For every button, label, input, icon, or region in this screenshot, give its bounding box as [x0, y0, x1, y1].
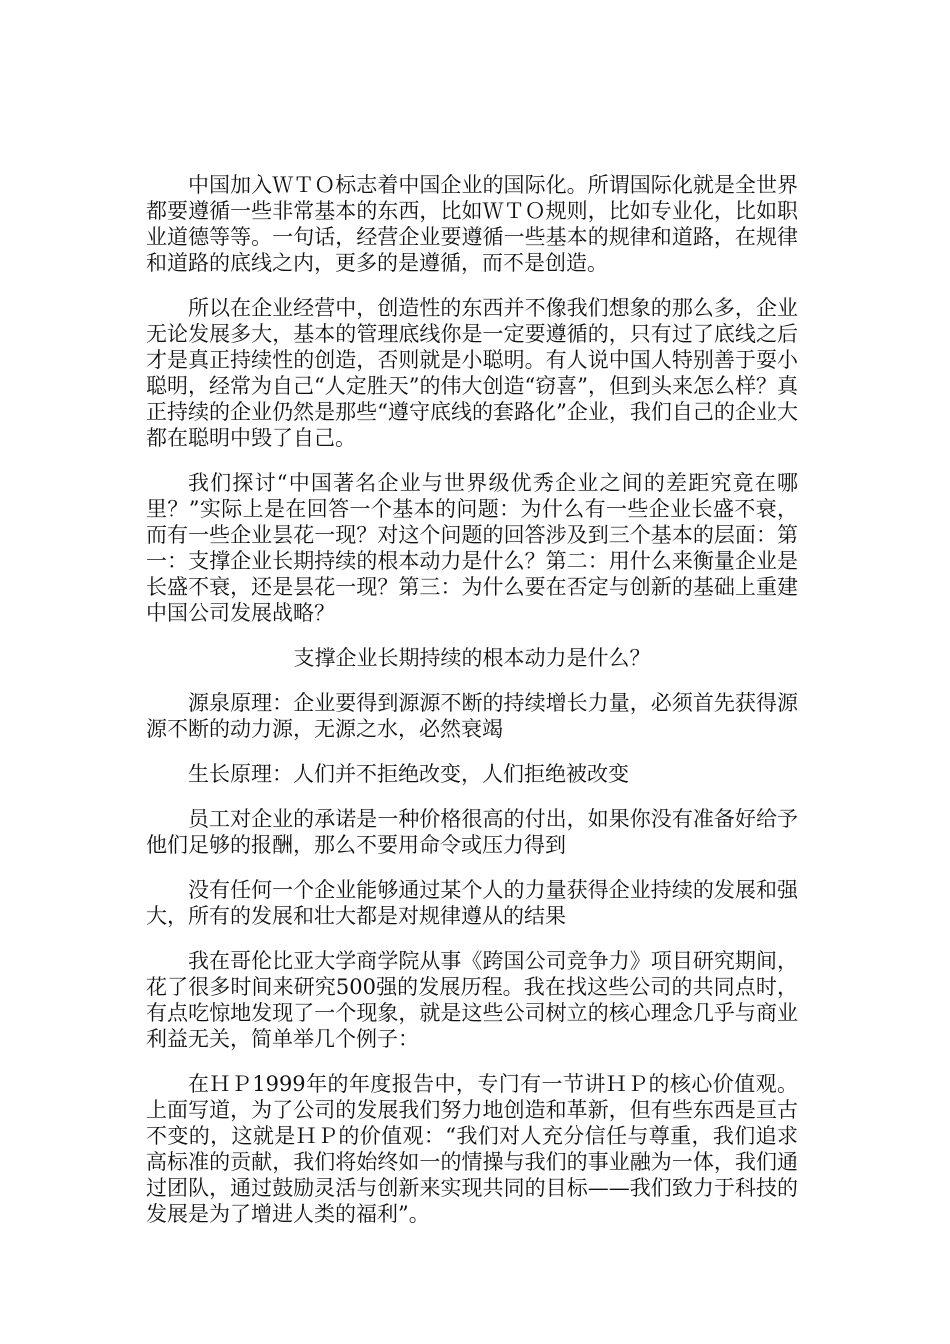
paragraph-columbia-research: 我在哥伦比亚大学商学院从事《跨国公司竞争力》项目研究期间，花了很多时间来研究500强的发展历程。我在找这些公司的共同点时，有点吃惊地发现了一个现象，就是这些公司树立的核心理念几乎与商业利益无关，简单举几个例子：	[146, 949, 798, 1051]
paragraph-management-baseline: 所以在企业经营中，创造性的东西并不像我们想象的那么多，企业无论发展多大，基本的管理底线你是一定要遵循的，只有过了底线之后才是真正持续性的创造，否则就是小聪明。有人说中国人特别善于耍小聪明，经常为自己“人定胜天”的伟大创造“窃喜”，但到头来怎么样？真正持续的企业仍然是那些“遵守底线的套路化”企业，我们自己的企业大都在聪明中毁了自己。	[146, 296, 798, 450]
paragraph-gap-question: 我们探讨“中国著名企业与世界级优秀企业之间的差距究竟在哪里？”实际上是在回答一个基本的问题：为什么有一些企业长盛不衰，而有一些企业昙花一现？对这个问题的回答涉及到三个基本的层面：第一：支撑企业长期持续的根本动力是什么？第二：用什么来衡量企业是长盛不衰，还是昙花一现？第三：为什么要在否定与创新的基础上重建中国公司发展战略？	[146, 471, 798, 625]
paragraph-source-principle: 源泉原理：企业要得到源源不断的持续增长力量，必须首先获得源源不断的动力源，无源之水，必然衰竭	[146, 691, 798, 741]
paragraph-employee-commitment: 员工对企业的承诺是一种价格很高的付出，如果你没有准备好给予他们足够的报酬，那么不要用命令或压力得到	[146, 807, 798, 857]
section-heading: 支撑企业长期持续的根本动力是什么？	[293, 646, 651, 670]
paragraph-growth-principle: 生长原理：人们并不拒绝改变，人们拒绝被改变	[188, 762, 629, 786]
paragraph-hp-values: 在ＨＰ1999年的年度报告中，专门有一节讲ＨＰ的核心价值观。上面写道，为了公司的发展我们努力地创造和革新，但有些东西是亘古不变的，这就是ＨＰ的价值观：“我们对人充分信任与尊重，我们追求高标准的贡献，我们将始终如一的情操与我们的事业融为一体，我们通过团队，通过鼓励灵活与创新来实现共同的目标——我们致力于科技的发展是为了增进人类的福利”。	[146, 1072, 798, 1226]
document-page	[146, 172, 798, 1246]
paragraph-wto-internationalization: 中国加入ＷＴＯ标志着中国企业的国际化。所谓国际化就是全世界都要遵循一些非常基本的东西，比如ＷＴＯ规则，比如专业化，比如职业道德等等。一句话，经营企业要遵循一些基本的规律和道路，在规律和道路的底线之内，更多的是遵循，而不是创造。	[146, 173, 798, 275]
paragraph-no-single-person: 没有任何一个企业能够通过某个人的力量获得企业持续的发展和强大，所有的发展和壮大都是对规律遵从的结果	[146, 878, 798, 928]
